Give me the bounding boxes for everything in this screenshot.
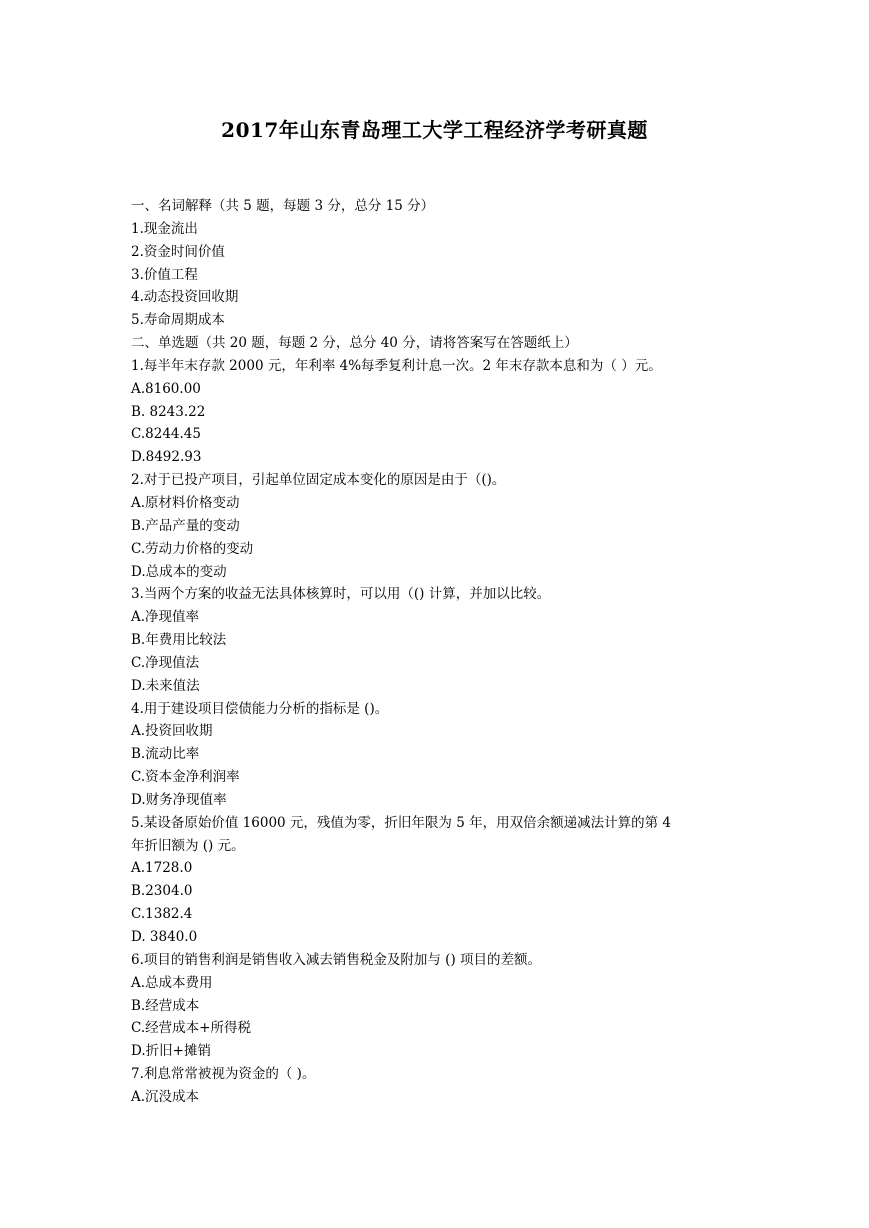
document-line: C.资本金净利润率	[131, 769, 240, 786]
document-line: 3.当两个方案的收益无法具体核算时，可以用（() 计算，并加以比较。	[131, 586, 551, 603]
document-line: D.8492.93	[131, 449, 202, 466]
document-body	[131, 195, 751, 1109]
document-line: A.1728.0	[131, 860, 193, 877]
document-line: 7.利息常常被视为资金的（ )。	[131, 1066, 316, 1083]
document-line: C.经营成本+所得税	[131, 1020, 251, 1037]
document-line: B. 8243.22	[131, 403, 206, 420]
document-line: D.未来值法	[131, 677, 200, 694]
document-line: B.流动比率	[131, 746, 200, 763]
document-line: 1.现金流出	[131, 220, 198, 237]
document-line: D.财务净现值率	[131, 791, 227, 808]
document-line: C.1382.4	[131, 906, 193, 923]
document-line: C.8244.45	[131, 426, 201, 443]
document-line: 3.价值工程	[131, 266, 198, 283]
document-line: A.沉没成本	[131, 1088, 200, 1105]
document-line: 4.动态投资回收期	[131, 289, 239, 306]
document-title: 2017年山东青岛理工大学工程经济学考研真题	[221, 118, 648, 142]
document-line: A.8160.00	[131, 380, 201, 397]
document-line: D.折旧+摊销	[131, 1043, 211, 1060]
document-line: C.净现值法	[131, 654, 200, 671]
document-line: 4.用于建设项目偿债能力分析的指标是 ()。	[131, 700, 389, 717]
document-line: 6.项目的销售利润是销售收入减去销售税金及附加与 () 项目的差额。	[131, 951, 541, 968]
document-line: 一、名词解释（共 5 题，每题 3 分，总分 15 分）	[131, 198, 435, 214]
document-line: B.2304.0	[131, 883, 193, 900]
document-line: A.原材料价格变动	[131, 494, 240, 511]
document-line: 二、单选题（共 20 题，每题 2 分，总分 40 分，请将答案写在答题纸上）	[131, 335, 578, 352]
document-line: 2.资金时间价值	[131, 243, 225, 260]
document-line: B.经营成本	[131, 997, 200, 1014]
document-line: 5.寿命周期成本	[131, 312, 225, 329]
document-line: A.投资回收期	[131, 723, 213, 740]
document-line: 2.对于已投产项目，引起单位固定成本变化的原因是由于（()。	[131, 472, 506, 489]
document-line: D. 3840.0	[131, 929, 198, 945]
document-line: 年折旧额为 () 元。	[131, 837, 245, 854]
document-line: B.产品产量的变动	[131, 517, 240, 534]
document-line: 1.每半年末存款 2000 元，年利率 4%每季复利计息一次。2 年末存款本息和为（ ）元。	[131, 357, 662, 374]
document-line: D.总成本的变动	[131, 563, 227, 580]
document-line: B.年费用比较法	[131, 632, 227, 649]
document-line: 5.某设备原始价值 16000 元，残值为零，折旧年限为 5 年，用双倍余额递减法计算的第 4	[131, 814, 671, 831]
document-line: C.劳动力价格的变动	[131, 540, 254, 557]
document-line: A.总成本费用	[131, 974, 213, 991]
document-line: A.净现值率	[131, 609, 200, 626]
